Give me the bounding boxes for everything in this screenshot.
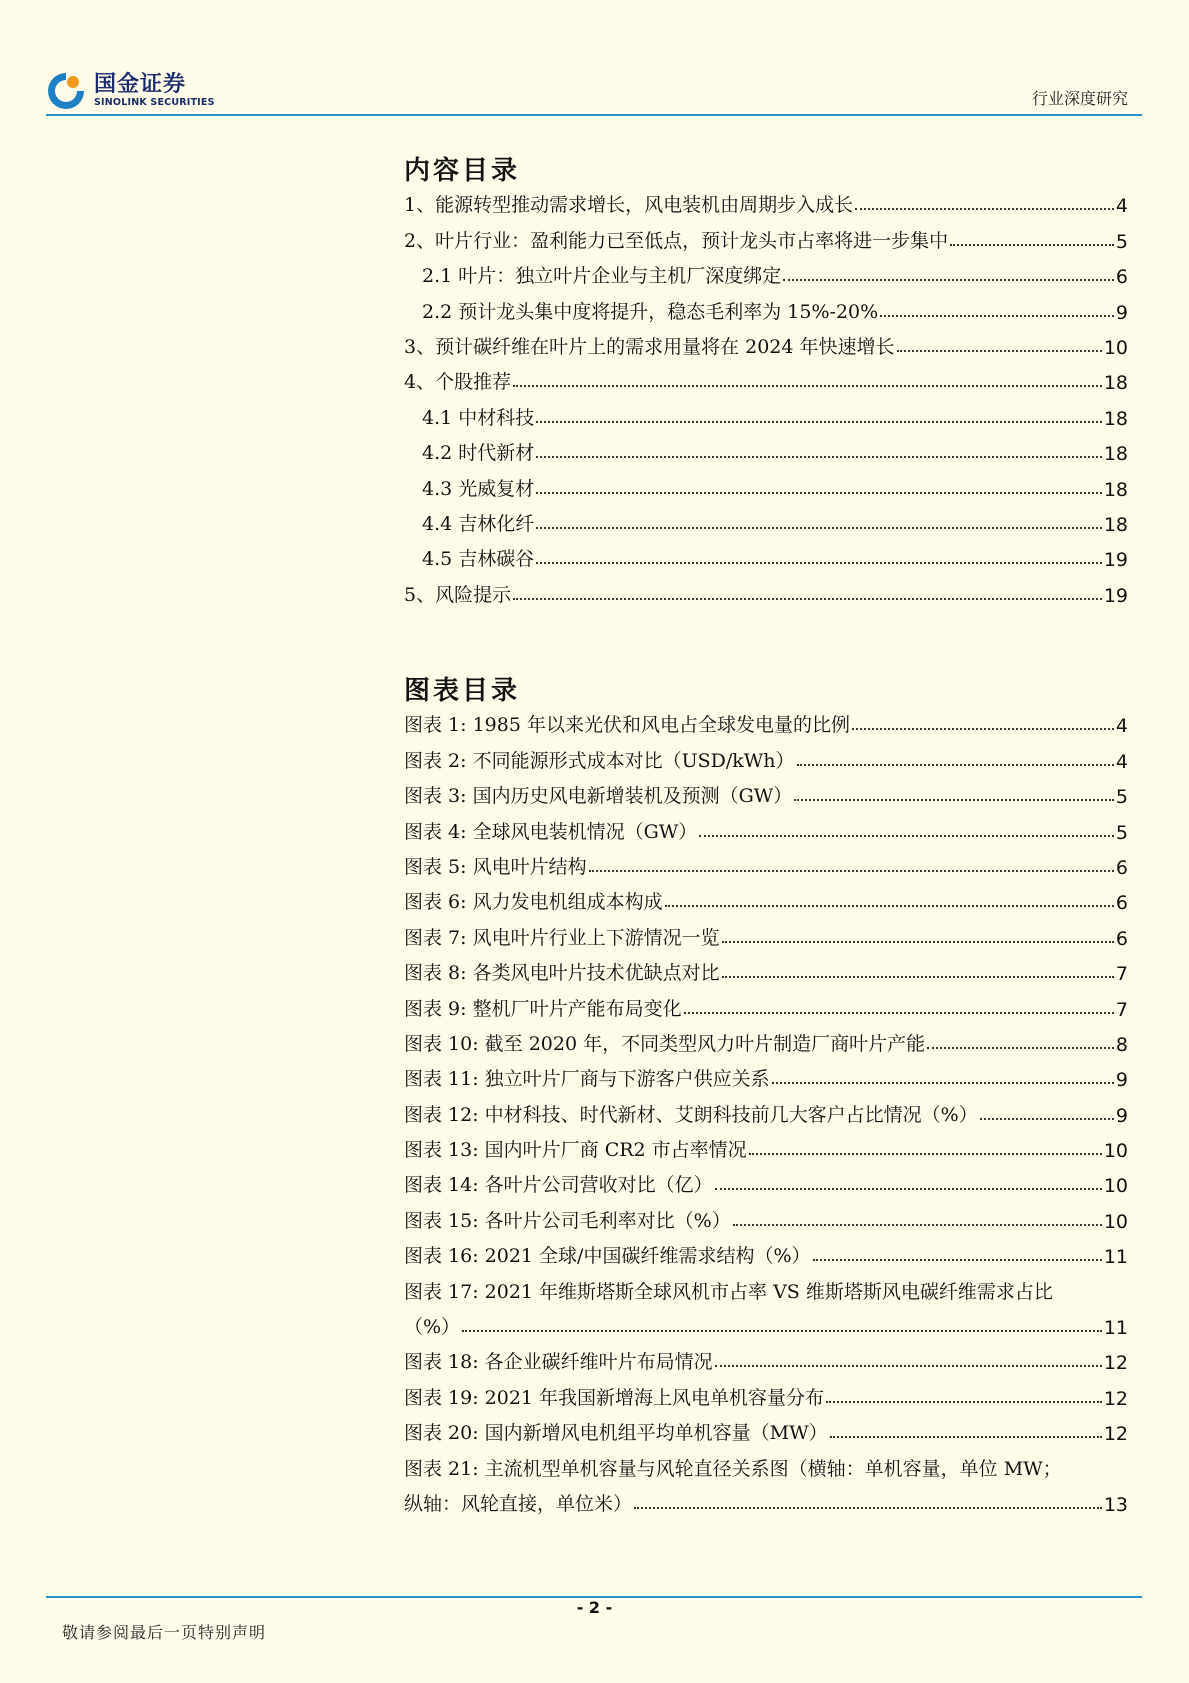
figure-entry[interactable]: 图表 13: 国内叶片厂商 CR2 市占率情况 10 bbox=[404, 1139, 1128, 1163]
toc-entry[interactable]: 1、能源转型推动需求增长，风电装机由周期步入成长 4 bbox=[404, 194, 1128, 218]
contents-title: 内容目录 bbox=[404, 156, 521, 186]
figure-entry[interactable]: 图表 3: 国内历史风电新增装机及预测（GW） 5 bbox=[404, 785, 1128, 809]
figure-entry-wrapped-line2[interactable]: 纵轴：风轮直接，单位米） 13 bbox=[404, 1492, 1128, 1516]
figure-entry[interactable]: 图表 1: 1985 年以来光伏和风电占全球发电量的比例 4 bbox=[404, 714, 1128, 738]
figure-entry[interactable]: 图表 7: 风电叶片行业上下游情况一览 6 bbox=[404, 926, 1128, 950]
figure-entry[interactable]: 图表 16: 2021 全球/中国碳纤维需求结构（%） 11 bbox=[404, 1245, 1128, 1269]
report-type: 行业深度研究 bbox=[1031, 89, 1128, 108]
toc-entry[interactable]: 4.1 中材科技 18 bbox=[422, 406, 1128, 430]
figure-entry[interactable]: 图表 8: 各类风电叶片技术优缺点对比 7 bbox=[404, 962, 1128, 986]
toc-entry[interactable]: 2.2 预计龙头集中度将提升，稳态毛利率为 15%-20% 9 bbox=[422, 300, 1128, 324]
contents-list bbox=[404, 182, 1128, 607]
disclaimer-note: 敬请参阅最后一页特别声明 bbox=[62, 1623, 267, 1642]
figure-entry[interactable]: 图表 15: 各叶片公司毛利率对比（%） 10 bbox=[404, 1209, 1128, 1233]
figure-entry-wrapped-line2[interactable]: （%） 11 bbox=[404, 1316, 1128, 1340]
toc-entry[interactable]: 4.5 吉林碳谷 19 bbox=[422, 548, 1128, 572]
toc-entry[interactable]: 3、预计碳纤维在叶片上的需求用量将在 2024 年快速增长 10 bbox=[404, 335, 1128, 359]
sinolink-logo-icon bbox=[46, 71, 86, 111]
toc-entry[interactable]: 4.4 吉林化纤 18 bbox=[422, 512, 1128, 536]
figure-entry-wrapped-line1[interactable]: 图表 17: 2021 年维斯塔斯全球风机市占率 VS 维斯塔斯风电碳纤维需求占比 bbox=[404, 1280, 1053, 1303]
figure-entry[interactable]: 图表 18: 各企业碳纤维叶片布局情况 12 bbox=[404, 1351, 1128, 1375]
figure-entry[interactable]: 图表 6: 风力发电机组成本构成 6 bbox=[404, 891, 1128, 915]
toc-entry[interactable]: 5、风险提示 19 bbox=[404, 583, 1128, 607]
figure-entry[interactable]: 图表 9: 整机厂叶片产能布局变化 7 bbox=[404, 997, 1128, 1021]
toc-entry[interactable]: 2.1 叶片：独立叶片企业与主机厂深度绑定 6 bbox=[422, 265, 1128, 289]
figure-entry-wrapped-line1[interactable]: 图表 21: 主流机型单机容量与风轮直径关系图（横轴：单机容量，单位 MW； bbox=[404, 1457, 1062, 1480]
logo-english-name: SINOLINK SECURITIES bbox=[94, 97, 215, 108]
logo-chinese-name: 国金证券 bbox=[94, 72, 187, 97]
header-divider bbox=[46, 114, 1142, 116]
toc-entry[interactable]: 4、个股推荐 18 bbox=[404, 371, 1128, 395]
toc-entry[interactable]: 4.2 时代新材 18 bbox=[422, 442, 1128, 466]
figure-entry[interactable]: 图表 2: 不同能源形式成本对比（USD/kWh） 4 bbox=[404, 749, 1128, 773]
figure-entry[interactable]: 图表 4: 全球风电装机情况（GW） 5 bbox=[404, 820, 1128, 844]
toc-entry[interactable]: 2、叶片行业：盈利能力已至低点，预计龙头市占率将进一步集中 5 bbox=[404, 229, 1128, 253]
page-number: - 2 - bbox=[576, 1598, 613, 1617]
figure-entry[interactable]: 图表 14: 各叶片公司营收对比（亿） 10 bbox=[404, 1174, 1128, 1198]
figure-entry[interactable]: 图表 11: 独立叶片厂商与下游客户供应关系 9 bbox=[404, 1068, 1128, 1092]
page-header bbox=[46, 64, 1142, 116]
toc-entry[interactable]: 4.3 光威复材 18 bbox=[422, 477, 1128, 501]
figure-entry[interactable]: 图表 20: 国内新增风电机组平均单机容量（MW） 12 bbox=[404, 1422, 1128, 1446]
figure-entry[interactable]: 图表 10: 截至 2020 年，不同类型风力叶片制造厂商叶片产能 8 bbox=[404, 1032, 1128, 1056]
figure-entry[interactable]: 图表 19: 2021 年我国新增海上风电单机容量分布 12 bbox=[404, 1386, 1128, 1410]
figures-title: 图表目录 bbox=[404, 676, 521, 706]
figures-list bbox=[404, 702, 1128, 1516]
figure-entry[interactable]: 图表 12: 中材科技、时代新材、艾朗科技前几大客户占比情况（%） 9 bbox=[404, 1103, 1128, 1127]
figure-entry[interactable]: 图表 5: 风电叶片结构 6 bbox=[404, 855, 1128, 879]
sinolink-logo bbox=[46, 68, 215, 114]
